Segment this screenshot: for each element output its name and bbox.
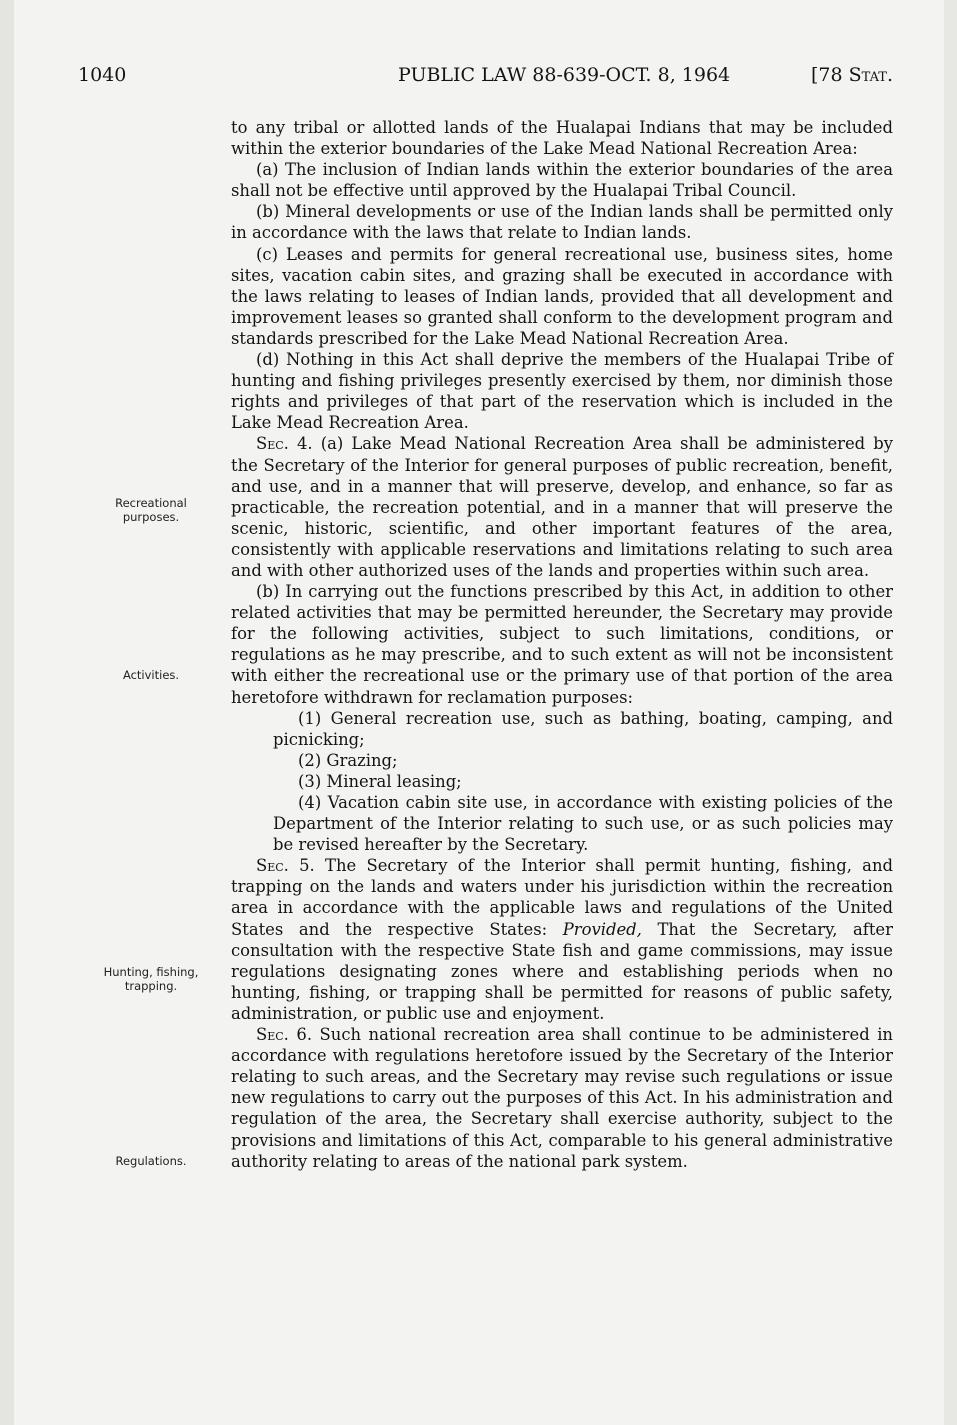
paragraph-a: (a) The inclusion of Indian lands within the exterior boundaries of the area shall not be effective until approved by the Hualapai Tribal Council. <box>231 160 893 201</box>
list-item: (1) General recreation use, such as bathing, boating, camping, and picnicking; <box>273 708 893 749</box>
paragraph-d: (d) Nothing in this Act shall deprive the members of the Hualapai Tribe of hunting and fishing privileges presently exercised by them, nor diminish those rights and privileges of that part of the reservation which is included in the Lake Mead Recreation Area. <box>231 350 893 433</box>
section-6-label: Sec. 6. <box>256 1025 313 1045</box>
list-item: (4) Vacation cabin site use, in accordance with existing policies of the Department of the Interior relating to such use, or as such policies may be revised hereafter by the Secretary. <box>273 793 893 855</box>
section-5 <box>231 855 893 1024</box>
section-5-text: The Secretary of the Interior shall permit hunting, fishing, and trapping on the lands and waters under his jurisdiction within the recreation area in accordance with the applicable laws and regulations of the United States and the respective States: <box>231 856 894 939</box>
scan-edge-shadow-right <box>944 0 957 1425</box>
section-6-text: Such national recreation area shall continue to be administered in accordance with regulations heretofore issued by the Secretary of the Interior relating to such areas, and the Secretary may revise such regulations or issue new regulations to carry out the purposes of this Act. In his administration and regulation of the area, the Secretary shall exercise authority, subject to the provisions and limitations of this Act, comparable to his general administrative authority relating to areas of the national park system. <box>231 1025 893 1171</box>
page-number: 1040 <box>78 64 127 86</box>
page-header <box>78 64 893 92</box>
section-4-a <box>231 433 893 581</box>
page-title: PUBLIC LAW 88-639-OCT. 8, 1964 <box>398 64 731 86</box>
section-4-b: (b) In carrying out the functions prescribed by this Act, in addition to other related activities that may be permitted hereunder, the Secretary may provide for the following activities, subject to such limitations, conditions, or regulations as he may prescribe, and to such extent as will not be inconsistent with either the recreational use or the primary use of that portion of the area heretofore withdrawn for reclamation purposes: <box>231 582 893 707</box>
statute-volume: [78 Stat. <box>811 64 893 86</box>
paragraph-c: (c) Leases and permits for general recreational use, business sites, home sites, vacation cabin sites, and grazing shall be executed in accordance with the laws relating to leases of Indian lands, provided that all development and improvement leases so granted shall conform to the development program and standards prescribed for the Lake Mead National Recreation Area. <box>231 244 893 348</box>
section-5-text-continued: That the Secretary, after consultation with the respective State fish and game commissions, may issue regulations designating zones where and establishing periods when no hunting, fishing, or trapping shall be permitted for reasons of public safety, administration, or public use and enjoyment. <box>231 919 893 1023</box>
section-6 <box>231 1024 893 1172</box>
section-4-label: Sec. 4. <box>256 434 313 454</box>
margin-note-regulations: Regulations. <box>115 1154 187 1168</box>
margin-note-hunting-fishing-trapping: Hunting, fishing, trapping. <box>103 965 199 993</box>
margin-note-recreational-purposes: Recreational purposes. <box>115 496 187 524</box>
list-item: (3) Mineral leasing; <box>298 771 462 791</box>
margin-note-activities: Activities. <box>122 668 180 682</box>
paragraph-b: (b) Mineral developments or use of the Indian lands shall be permitted only in accordance with the laws that relate to Indian lands. <box>231 202 893 243</box>
section-4-a-text: (a) Lake Mead National Recreation Area shall be administered by the Secretary of the Interior for general purposes of public recreation, benefit, and use, and in a manner that will preserve, develop, and enhance, so far as practicable, the recreation potential, and in a manner that will preserve the scenic, historic, scientific, and other important features of the area, consistently with applicable reservations and limitations relating to such area and with other authorized uses of the lands and properties within such area. <box>231 434 893 580</box>
list-item: (2) Grazing; <box>298 750 398 770</box>
body-text <box>231 117 893 1172</box>
section-5-provided: Provided, <box>562 919 642 939</box>
scan-edge-shadow <box>0 0 14 1425</box>
section-5-label: Sec. 5. <box>256 856 315 876</box>
intro-paragraph: to any tribal or allotted lands of the Hualapai Indians that may be included within the exterior boundaries of the Lake Mead National Recreation Area: <box>231 118 893 159</box>
